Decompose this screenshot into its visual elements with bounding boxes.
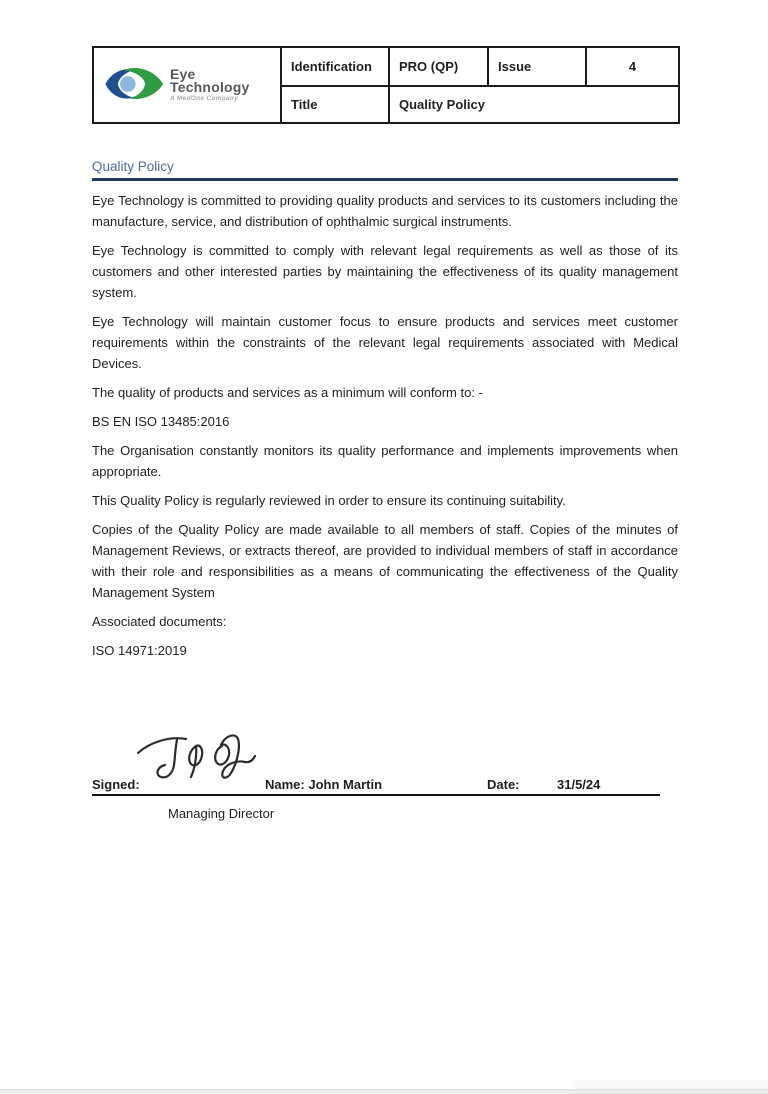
policy-body bbox=[92, 190, 678, 661]
next-page-edge bbox=[572, 1080, 768, 1089]
issue-value: 4 bbox=[586, 47, 679, 86]
paragraph: Eye Technology is committed to providing quality products and services to its customers including the manufacture, service, and distribution of ophthalmic surgical instruments. bbox=[92, 193, 678, 229]
document-content bbox=[92, 46, 678, 821]
title-value: Quality Policy bbox=[389, 86, 679, 123]
paragraph: Associated documents: bbox=[92, 614, 227, 629]
signer-name: Name: John Martin bbox=[265, 777, 383, 792]
paragraph: Eye Technology is committed to comply with relevant legal requirements as well as those of its customers and other interested parties by maintaining the effectiveness of its quality management system. bbox=[92, 243, 678, 300]
brand-name-line2: Technology bbox=[170, 78, 250, 95]
eye-logo-icon bbox=[103, 63, 165, 108]
paragraph: Copies of the Quality Policy are made available to all members of staff. Copies of the minutes of Management Reviews, or extracts thereof, are provided to individual members of staff in accordance with their role and responsibilities as a means of communicating the effectiveness of the Quality Management System bbox=[92, 522, 678, 600]
signature-block bbox=[92, 777, 678, 821]
identification-label: Identification bbox=[281, 47, 389, 86]
identification-value: PRO (QP) bbox=[389, 47, 488, 86]
signed-label: Signed: bbox=[92, 777, 140, 792]
section-rule bbox=[92, 178, 678, 181]
paragraph: The Organisation constantly monitors its quality performance and implements improvements when appropriate. bbox=[92, 443, 678, 479]
signer-role: Managing Director bbox=[168, 806, 275, 821]
signature-line bbox=[92, 777, 660, 796]
paragraph: Eye Technology will maintain customer focus to ensure products and services meet customer requirements within the constraints of the relevant legal requirements associated with Medical Devices. bbox=[92, 314, 678, 371]
brand-name-line1: Eye bbox=[170, 65, 196, 82]
date-value: 31/5/24 bbox=[557, 777, 601, 792]
logo-text bbox=[170, 65, 250, 103]
paragraph: ISO 14971:2019 bbox=[92, 643, 187, 658]
logo-cell bbox=[93, 47, 281, 123]
section-heading: Quality Policy bbox=[92, 159, 174, 174]
paragraph: This Quality Policy is regularly reviewed in order to ensure its continuing suitability. bbox=[92, 493, 566, 508]
title-label: Title bbox=[281, 86, 389, 123]
page-bottom-edge bbox=[0, 1089, 768, 1094]
company-logo bbox=[103, 63, 271, 108]
date-label: Date: bbox=[487, 777, 520, 792]
header-table bbox=[92, 46, 680, 124]
paragraph: BS EN ISO 13485:2016 bbox=[92, 414, 230, 429]
paragraph: The quality of products and services as a minimum will conform to: - bbox=[92, 385, 483, 400]
brand-tagline: A MedOne Company bbox=[170, 94, 239, 102]
signature-scrawl-icon bbox=[134, 727, 262, 783]
issue-label: Issue bbox=[488, 47, 586, 86]
